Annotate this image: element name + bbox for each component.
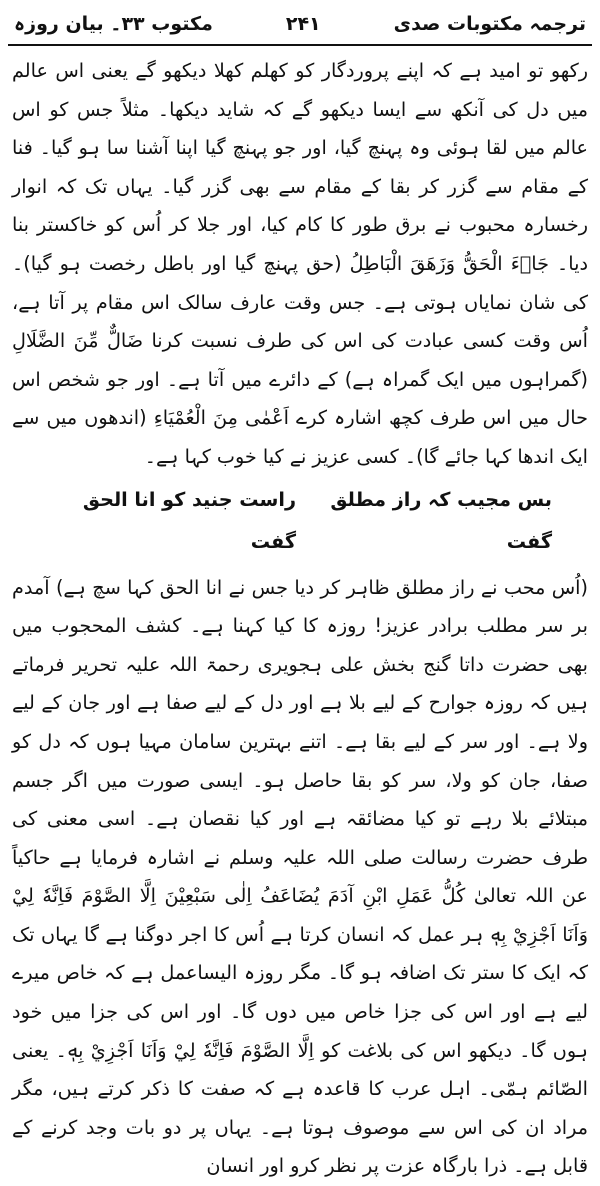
verse-right-hemistich: بس مجیب کہ راز مطلق گفت	[330, 487, 552, 553]
verse-left-hemistich: راست جنید کو انا الحق گفت	[82, 487, 297, 553]
body-text-continued	[8, 569, 592, 1186]
body-text	[8, 52, 592, 477]
page-number: ۲۴۱	[285, 13, 321, 35]
header-rule	[8, 44, 592, 46]
book-title: ترجمہ مکتوبات صدی	[393, 13, 586, 35]
chapter-title: مکتوب ۳۳۔ بیان روزہ	[14, 13, 213, 35]
page-header	[8, 6, 592, 42]
verse-couplet	[8, 477, 592, 569]
paragraph: رکھو تو امید ہے کہ اپنے پروردگار کو کھلم کھلا دیکھو گے یعنی اس عالم میں دل کی آنکھ سے ایسا دیکھو گے کہ شاید دیکھا۔ مثلاً جس کو اس عالم میں لقا ہوئی وہ پہنچ گیا، اور جو پہنچ گیا اپنا آشنا سا ہو گیا۔ فنا کے مقام سے گزر کر بقا کے مقام سے بھی گزر گیا۔ یہاں تک کہ انوار رخسارہ محبوب نے برق طور کا کام کیا، اور جلا کر اُس کو خاکستر بنا دیا۔ جَاۗءَ الْحَقُّ وَزَهَقَ الْبَاطِلُ (حق پہنچ گیا اور باطل رخصت ہو گیا)۔ کی شان نمایاں ہوتی ہے۔ جس وقت عارف سالک اس مقام پر آتا ہے، اُس وقت کسی عبادت کی اس کی طرف نسبت کرنا ضَالٌّ مِّنَ الضَّلَالِ (گمراہوں میں ایک گمراہ ہے) کے دائرے میں آتا ہے۔ اور جو شخص اس حال میں اس طرف کچھ اشارہ کرے اَعْمٰی مِنَ الْعُمْيَاءِ (اندھوں میں سے ایک اندھا کہا جائے گا)۔ کسی عزیز نے کیا خوب کہا ہے۔	[12, 59, 588, 468]
paragraph: (اُس محب نے راز مطلق ظاہر کر دیا جس نے انا الحق کہا سچ ہے) آمدم بر سر مطلب برادر عزیز! روزہ کا کیا کہنا ہے۔ کشف المحجوب میں بھی حضرت داتا گنج بخش علی ہجویری رحمۃ اللہ علیہ تحریر فرماتے ہیں کہ روزہ جوارح کے لیے بلا ہے اور دل کے لیے صفا ہے اور جان کے لیے ولا ہے۔ اور سر کے لیے بقا ہے۔ اتنے بہترین سامان مہیا ہوں کہ دل کو صفا، جان کو ولا، سر کو بقا حاصل ہو۔ ایسی صورت میں اگر جسم مبتلائے بلا رہے تو کیا مضائقہ ہے اور کیا نقصان ہے۔ اسی معنی کی طرف حضرت رسالت صلی اللہ علیہ وسلم نے اشارہ فرمایا ہے حاکیاً عن اللہ تعالیٰ كُلُّ عَمَلِ ابْنِ آدَمَ يُضَاعَفُ اِلٰى سَبْعِيْنَ اِلَّا الصَّوْمَ فَاِنَّهٗ لِيْ وَاَنَا اَجْزِيْ بِهٖ ہر عمل کہ انسان کرتا ہے اُس کا اجر دوگنا ہے گا یہاں تک کہ ایک کا ستر تک اضافہ ہو گا۔ مگر روزہ الیساعمل ہے کہ خاص میرے لیے ہے اور اس کی جزا خاص میں دوں گا۔ اور اس کی جزا میں خود ہوں گا۔ دیکھو اس کی بلاغت کو اِلَّا الصَّوْمَ فَاِنَّهٗ لِيْ وَاَنَا اَجْزِيْ بِهٖ۔ یعنی الصّائم ہمّی۔ اہل عرب کا قاعدہ ہے کہ صفت کا ذکر کرتے ہیں، مگر مراد ان کی اس سے موصوف ہوتا ہے۔ یہاں پر دو بات وجد کرنے کے قابل ہے۔ ذرا بارگاہ عزت پر نظر کرو اور انسان	[12, 575, 588, 1178]
